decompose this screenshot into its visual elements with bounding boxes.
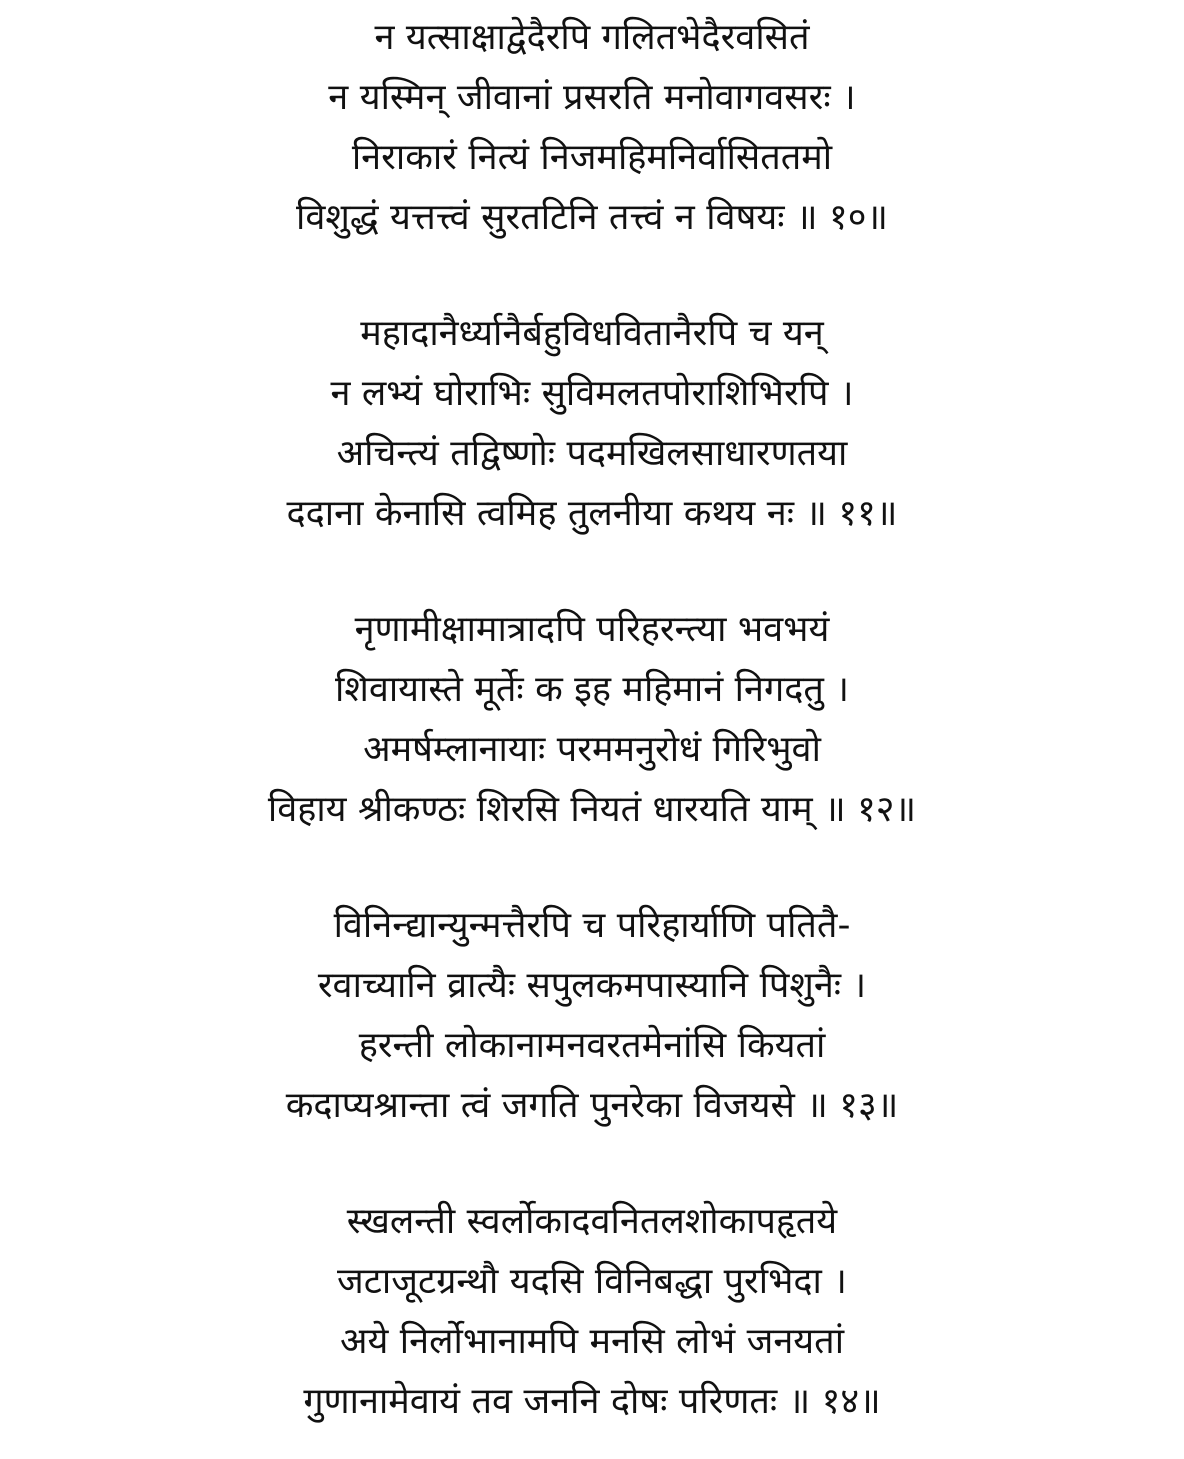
verse-line: ददाना केनासि त्वमिह तुलनीया कथय नः ॥ ११॥ (286, 493, 898, 534)
verse-13 (0, 896, 1184, 1136)
verse-line: स्खलन्ती स्वर्लोकादवनितलशोकापहृतये (346, 1201, 838, 1242)
verse-11 (0, 304, 1184, 544)
verse-line: अचिन्त्यं तद्विष्णोः पदमखिलसाधारणतया (336, 433, 848, 474)
verse-line: जटाजूटग्रन्थौ यदसि विनिबद्धा पुरभिदा । (337, 1261, 847, 1302)
verse-line: न यस्मिन् जीवानां प्रसरति मनोवागवसरः । (328, 77, 856, 118)
verse-line: विशुद्धं यत्तत्त्वं सुरतटिनि तत्त्वं न विषयः ॥ १०॥ (296, 197, 888, 238)
verse-line: न यत्साक्षाद्वेदैरपि गलितभेदैरवसितं (374, 17, 810, 58)
verse-line: विनिन्द्यान्युन्मत्तैरपि च परिहार्याणि पतितै- (333, 905, 851, 946)
verse-line: शिवायास्ते मूर्तेः क इह महिमानं निगदतु । (335, 669, 849, 710)
verse-line: रवाच्यानि व्रात्यैः सपुलकमपास्यानि पिशुनैः । (317, 965, 867, 1006)
verse-line: निराकारं नित्यं निजमहिमनिर्वासिततमो (351, 137, 833, 178)
verse-line: अमर्षम्लानायाः परममनुरोधं गिरिभुवो (363, 729, 821, 770)
verse-line: महादानैर्ध्यानैर्बहुविधवितानैरपि च यन् (360, 313, 824, 354)
verse-14 (0, 1192, 1184, 1432)
verse-line: हरन्ती लोकानामनवरतमेनांसि कियतां (358, 1025, 826, 1066)
verse-line: कदाप्यश्रान्ता त्वं जगति पुनरेका विजयसे ॥ १३॥ (285, 1085, 899, 1126)
verse-12 (0, 600, 1184, 840)
verse-line: विहाय श्रीकण्ठः शिरसि नियतं धारयति याम् ॥ १२॥ (267, 789, 917, 830)
verse-page (0, 8, 1184, 1432)
verse-line: न लभ्यं घोराभिः सुविमलतपोराशिभिरपि । (330, 373, 854, 414)
verse-line: गुणानामेवायं तव जननि दोषः परिणतः ॥ १४॥ (303, 1381, 881, 1422)
verse-line: अये निर्लोभानामपि मनसि लोभं जनयतां (339, 1321, 845, 1362)
verse-10 (0, 8, 1184, 248)
verse-line: नृणामीक्षामात्रादपि परिहरन्त्या भवभयं (354, 609, 830, 650)
